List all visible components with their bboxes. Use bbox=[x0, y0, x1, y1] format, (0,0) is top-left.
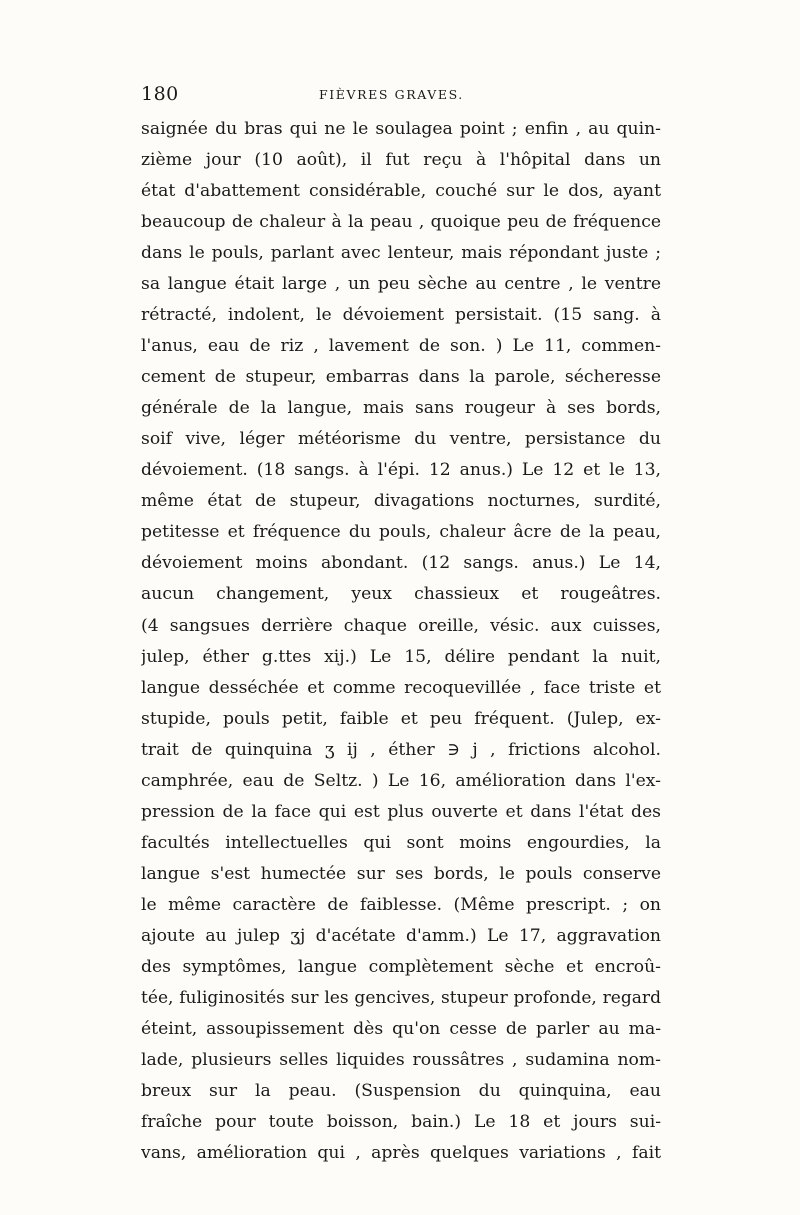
text-line: dans le pouls, parlant avec lenteur, mais répondant juste ; bbox=[141, 243, 661, 264]
text-line: (4 sangsues derrière chaque oreille, vésic. aux cuisses, bbox=[141, 615, 661, 636]
page-header bbox=[141, 83, 659, 109]
text-line: vans, amélioration qui , après quelques variations , fait bbox=[141, 1143, 661, 1164]
text-line: l'anus, eau de riz , lavement de son. ) Le 11, commen- bbox=[141, 336, 661, 357]
text-line: saignée du bras qui ne le soulagea point ; enfin , au quin- bbox=[141, 119, 661, 139]
text-line: le même caractère de faiblesse. (Même prescript. ; on bbox=[141, 894, 661, 915]
text-line: julep, éther g.ttes xij.) Le 15, délire pendant la nuit, bbox=[141, 646, 661, 667]
text-line: zième jour (10 août), il fut reçu à l'hôpital dans un bbox=[141, 150, 661, 171]
text-line: dévoiement moins abondant. (12 sangs. anus.) Le 14, bbox=[141, 553, 661, 574]
text-line: dévoiement. (18 sangs. à l'épi. 12 anus.) Le 12 et le 13, bbox=[141, 460, 661, 481]
text-line: générale de la langue, mais sans rougeur à ses bords, bbox=[141, 398, 661, 419]
text-line: état d'abattement considérable, couché sur le dos, ayant bbox=[141, 181, 661, 202]
text-line: lade, plusieurs selles liquides roussâtres , sudamina nom- bbox=[141, 1049, 661, 1070]
text-line: camphrée, eau de Seltz. ) Le 16, amélioration dans l'ex- bbox=[141, 770, 661, 791]
text-line: soif vive, léger météorisme du ventre, persistance du bbox=[141, 429, 661, 450]
page-number: 180 bbox=[141, 83, 179, 105]
text-line: ajoute au julep ʒj d'acétate d'amm.) Le 17, aggravation bbox=[141, 925, 661, 946]
text-line: trait de quinquina ʒ ij , éther ∋ j , frictions alcohol. bbox=[141, 739, 661, 760]
text-line: stupide, pouls petit, faible et peu fréquent. (Julep, ex- bbox=[141, 708, 661, 729]
text-line: fraîche pour toute boisson, bain.) Le 18 et jours sui- bbox=[141, 1112, 661, 1132]
text-line: cement de stupeur, embarras dans la parole, sécheresse bbox=[141, 367, 661, 388]
text-line: des symptômes, langue complètement sèche et encroû- bbox=[141, 956, 661, 977]
body-text bbox=[141, 114, 661, 1169]
text-line: aucun changement, yeux chassieux et rougeâtres. bbox=[141, 584, 661, 605]
running-title: FIÈVRES GRAVES. bbox=[319, 87, 464, 102]
text-line: beaucoup de chaleur à la peau , quoique peu de fréquence bbox=[141, 212, 661, 233]
text-line: sa langue était large , un peu sèche au centre , le ventre bbox=[141, 274, 661, 295]
text-line: petitesse et fréquence du pouls, chaleur âcre de la peau, bbox=[141, 522, 661, 543]
text-line: facultés intellectuelles qui sont moins engourdies, la bbox=[141, 832, 661, 853]
text-line: pression de la face qui est plus ouverte et dans l'état des bbox=[141, 801, 661, 822]
text-line: éteint, assoupissement dès qu'on cesse de parler au ma- bbox=[141, 1018, 661, 1039]
text-line: tée, fuliginosités sur les gencives, stupeur profonde, regard bbox=[141, 987, 661, 1008]
text-line: langue s'est humectée sur ses bords, le pouls conserve bbox=[141, 863, 661, 884]
text-line: langue desséchée et comme recoquevillée , face triste et bbox=[141, 677, 661, 698]
text-line: breux sur la peau. (Suspension du quinquina, eau bbox=[141, 1080, 661, 1101]
text-line: rétracté, indolent, le dévoiement persistait. (15 sang. à bbox=[141, 305, 661, 326]
text-line: même état de stupeur, divagations nocturnes, surdité, bbox=[141, 491, 661, 512]
